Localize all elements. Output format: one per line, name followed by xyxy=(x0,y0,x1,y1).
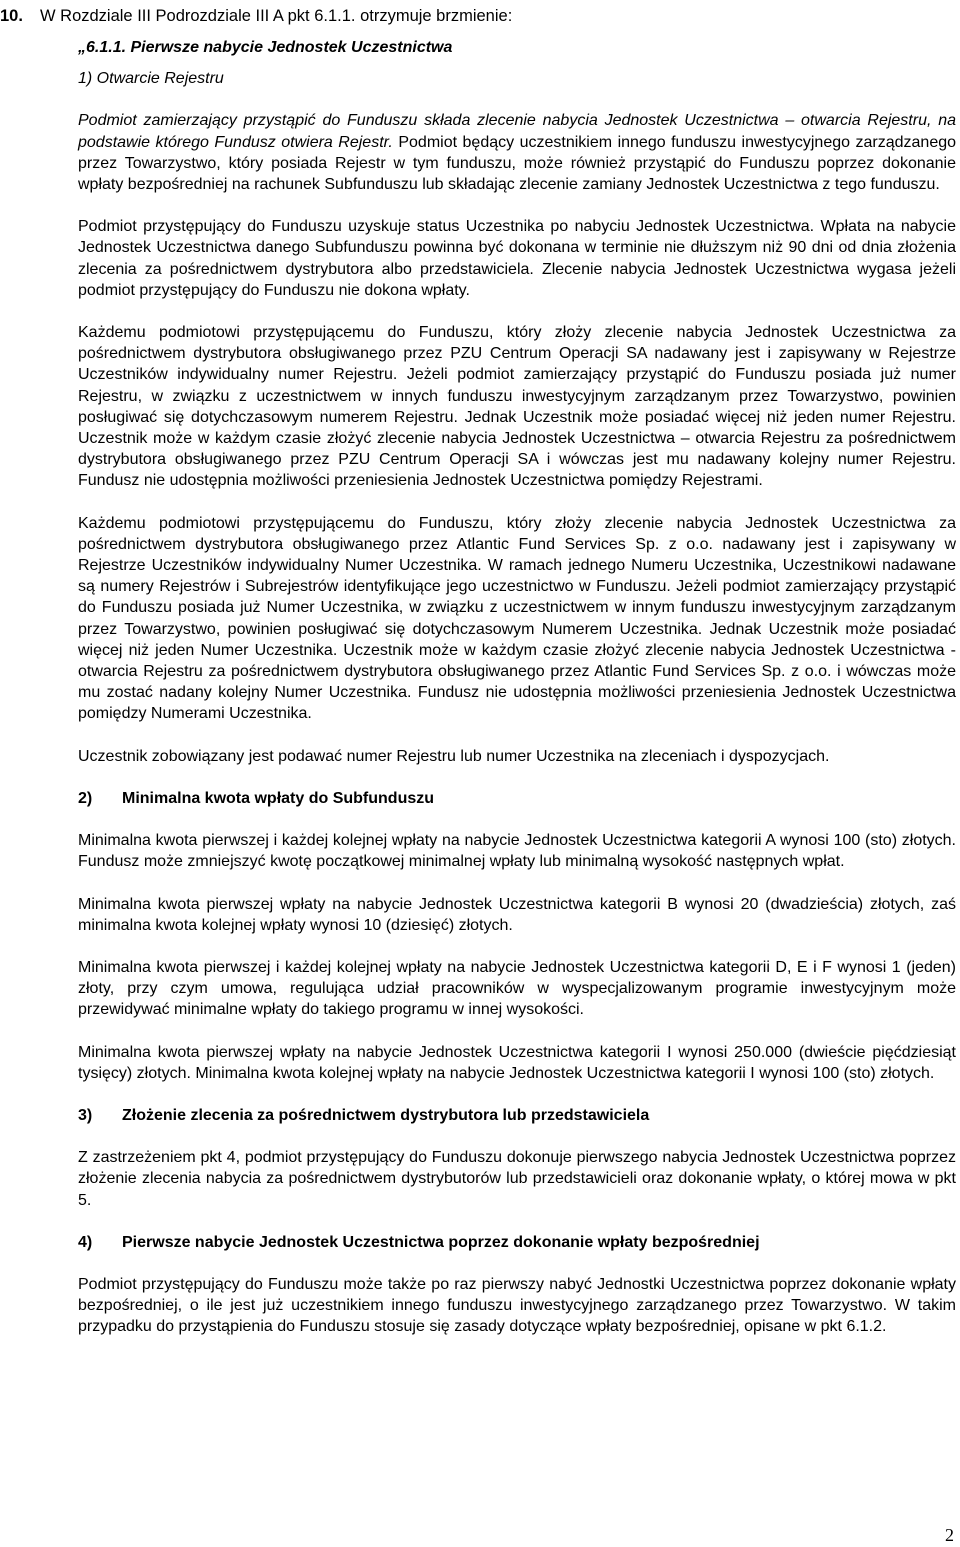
section-number: 3) xyxy=(78,1106,93,1124)
section-number: 2) xyxy=(78,789,93,807)
section-heading-text: Pierwsze nabycie Jednostek Uczestnictwa poprzez dokonanie wpłaty bezpośredniej xyxy=(122,1233,760,1251)
section-heading xyxy=(78,788,956,809)
paragraph: Minimalna kwota pierwszej i każdej kolejnej wpłaty na nabycie Jednostek Uczestnictwa kategorii A wynosi 100 (sto) złotych. Fundusz może zmniejszyć kwotę początkowej minimalnej wpłaty lub minimalną wysokość następnych wpłat. xyxy=(78,832,956,871)
section-heading-text: Minimalna kwota wpłaty do Subfunduszu xyxy=(122,789,435,807)
section-title: „6.1.1. Pierwsze nabycie Jednostek Uczestnictwa xyxy=(78,39,453,56)
document-body xyxy=(78,37,956,1338)
amendment-text: W Rozdziale III Podrozdziale III A pkt 6.1.1. otrzymuje brzmienie: xyxy=(40,7,513,25)
section-number: 4) xyxy=(78,1233,93,1251)
section-heading-text: Złożenie zlecenia za pośrednictwem dystrybutora lub przedstawiciela xyxy=(122,1106,650,1124)
paragraph: Każdemu podmiotowi przystępującemu do Funduszu, który złoży zlecenie nabycia Jednostek Uczestnictwa za pośrednictwem dystrybutora obsługiwanego przez Atlantic Fund Services Sp. z o.o. nadawany jest i zapisywany w Rejestrze Uczestników indywidualny Numer Uczestnika. W ramach jednego Numeru Uczestnika, Uczestnikowi nadawane są numery Rejestrów i Subrejestrów identyfikujące jego uczestnictwo w Funduszu. Jeżeli podmiot zamierzający przystąpić do Funduszu posiada już Numer Uczestnika, w związku z uczestnictwem w innym funduszu inwestycyjnym zarządzanym przez Towarzystwo, powinien posługiwać się dotychczasowym Numerem Uczestnika. Jednak Uczestnik może posiadać więcej niż jeden Numer Uczestnika. Uczestnik może w każdym czasie złożyć zlecenie nabycia Jednostek Uczestnictwa - otwarcia Rejestru za pośrednictwem dystrybutora obsługiwanego przez Atlantic Fund Services Sp. z o.o. i wówczas może mu zostać nadany kolejny Numer Uczestnika. Fundusz nie udostępnia możliwości przeniesienia Jednostek Uczestnictwa pomiędzy Numerami Uczestnika. xyxy=(78,514,956,723)
paragraph: Podmiot przystępujący do Funduszu uzyskuje status Uczestnika po nabyciu Jednostek Uczestnictwa. Wpłata na nabycie Jednostek Uczestnictwa danego Subfunduszu powinna być dokonana w terminie nie dłuższym niż 90 dni od dnia złożenia zlecenia za pośrednictwem dystrybutora albo przedstawiciela. Zlecenie nabycia Jednostek Uczestnictwa wygasa jeżeli podmiot przystępujący do Funduszu nie dokona wpłaty. xyxy=(78,218,956,299)
paragraph: Każdemu podmiotowi przystępującemu do Funduszu, który złoży zlecenie nabycia Jednostek Uczestnictwa za pośrednictwem dystrybutora obsługiwanego przez PZU Centrum Operacji SA nadawany jest i zapisywany w Rejestrze Uczestników indywidualny numer Rejestru. Jeżeli podmiot zamierzający przystąpić do Funduszu posiada już numer Rejestru, w związku z uczestnictwem w innych funduszu inwestycyjnym zarządzanym przez Towarzystwo, powinien posługiwać się dotychczasowym numerem Rejestru. Jednak Uczestnik może posiadać więcej niż jeden numer Rejestru. Uczestnik może w każdym czasie złożyć zlecenie nabycia Jednostek Uczestnictwa – otwarcia Rejestru za pośrednictwem dystrybutora obsługiwanego przez PZU Centrum Operacji SA i wówczas jest mu nadawany kolejny numer Rejestru. Fundusz nie udostępnia możliwości przeniesienia Jednostek Uczestnictwa pomiędzy Rejestrami. xyxy=(78,324,956,490)
section-heading xyxy=(78,1105,956,1126)
paragraph: Podmiot przystępujący do Funduszu może także po raz pierwszy nabyć Jednostki Uczestnictwa poprzez dokonanie wpłaty bezpośredniej, o ile jest już uczestnikiem innego funduszu inwestycyjnego zarządzanego przez Towarzystwo. W takim przypadku do przystąpienia do Funduszu stosuje się zasady dotyczące wpłaty bezpośredniej, opisane w pkt 6.1.2. xyxy=(78,1275,956,1336)
page-number: 2 xyxy=(945,1525,954,1545)
paragraph-part: Podmiot będący uczestnikiem innego funduszu inwestycyjnego zarządzanego przez Towarzystwo, który posiada Rejestr w tym funduszu, może również przystąpić do Funduszu poprzez dokonanie wpłaty bezpośredniej na rachunek Subfunduszu lub składając zlecenie zamiany Jednostek Uczestnictwa z tego funduszu. xyxy=(78,133,957,194)
subsection-heading: 1) Otwarcie Rejestru xyxy=(78,70,224,88)
paragraph xyxy=(78,110,956,195)
paragraph: Uczestnik zobowiązany jest podawać numer Rejestru lub numer Uczestnika na zleceniach i dyspozycjach. xyxy=(78,747,830,765)
paragraph: Minimalna kwota pierwszej i każdej kolejnej wpłaty na nabycie Jednostek Uczestnictwa kategorii D, E i F wynosi 1 (jeden) złoty, przy czym umowa, regulująca udział pracowników w wyspecjalizowanym programie inwestycyjnym może przewidywać minimalne wpłaty do takiego programu w innej wysokości. xyxy=(78,958,956,1019)
paragraph: Minimalna kwota pierwszej wpłaty na nabycie Jednostek Uczestnictwa kategorii I wynosi 250.000 (dwieście pięćdziesiąt tysięcy) złotych. Minimalna kwota kolejnej wpłaty na nabycie Jednostek Uczestnictwa kategorii I wynosi 100 (sto) złotych. xyxy=(78,1043,956,1082)
section-heading xyxy=(78,1232,956,1253)
paragraph-italic-part: Podmiot zamierzający przystąpić do Funduszu składa zlecenie nabycia Jednostek Uczestnictwa – otwarcia Rejestru, na podstawie którego Fundusz otwiera Rejestr. xyxy=(78,112,956,151)
paragraph: Minimalna kwota pierwszej wpłaty na nabycie Jednostek Uczestnictwa kategorii B wynosi 20 (dwadzieścia) złotych, zaś minimalna kwota kolejnej wpłaty wynosi 10 (dziesięć) złotych. xyxy=(78,895,956,934)
paragraph: Z zastrzeżeniem pkt 4, podmiot przystępujący do Funduszu dokonuje pierwszego nabycia Jednostek Uczestnictwa poprzez złożenie zlecenia nabycia za pośrednictwem dystrybutorów lub przedstawicieli oraz dokonanie wpłaty, o której mowa w pkt 5. xyxy=(78,1149,956,1209)
amendment-number: 10. xyxy=(0,7,23,25)
